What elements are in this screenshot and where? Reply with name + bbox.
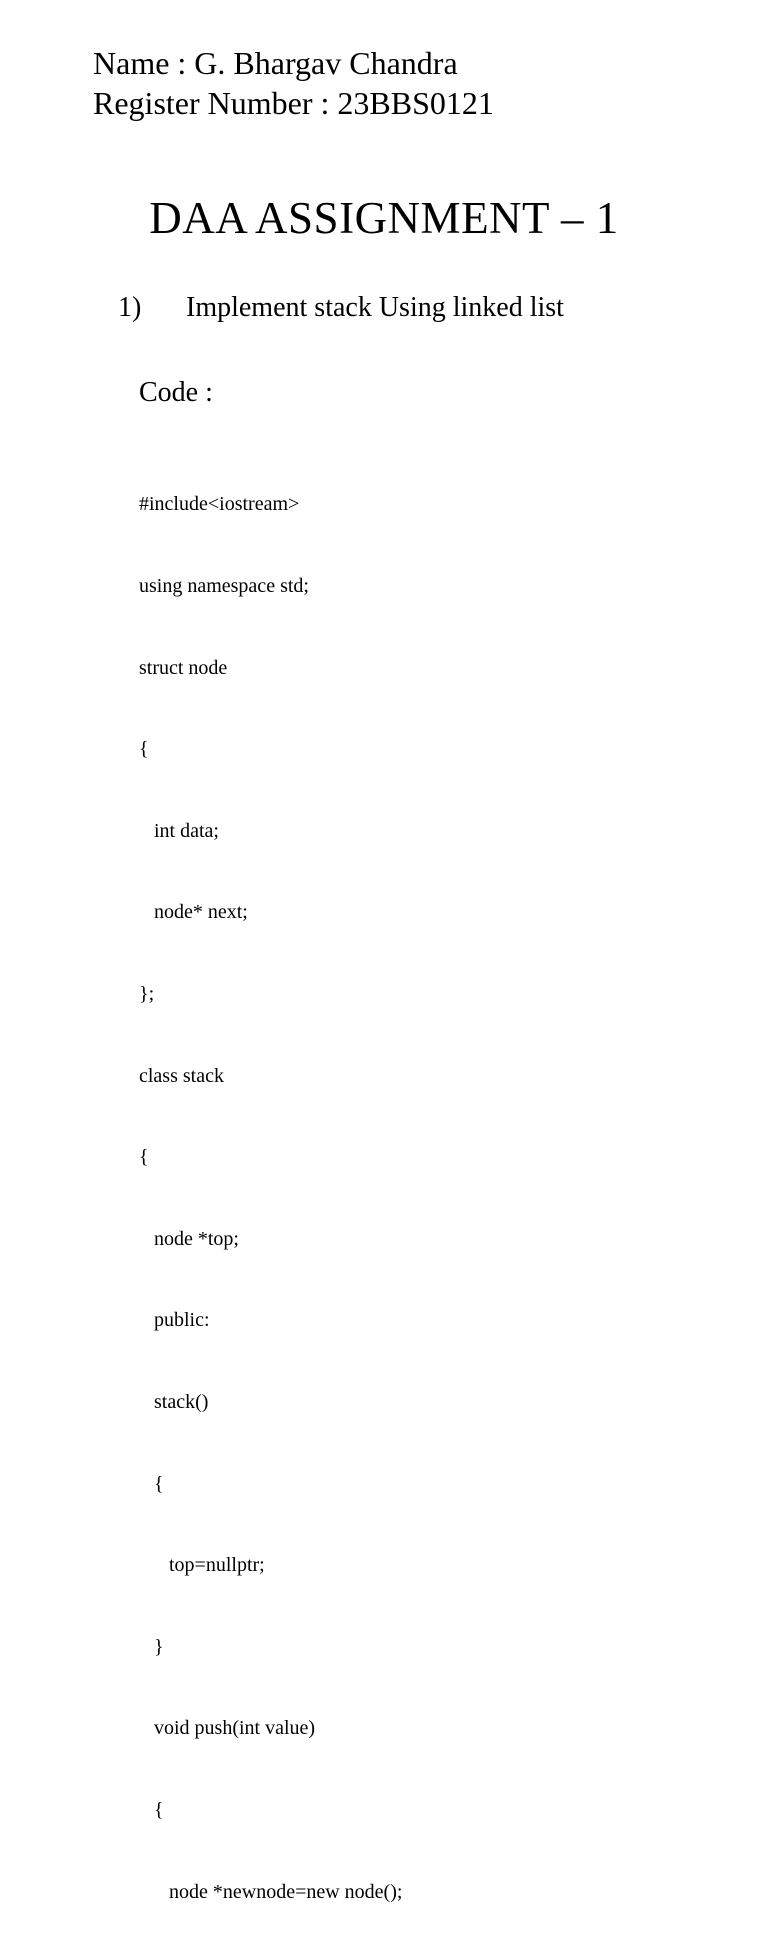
code-line: { — [139, 738, 149, 761]
code-line: { — [139, 1146, 149, 1169]
code-line: } — [139, 1635, 164, 1658]
code-line: void push(int value) — [139, 1717, 316, 1740]
code-block — [139, 437, 402, 1960]
code-line: struct node — [139, 656, 228, 679]
code-label: Code : — [139, 377, 213, 408]
question-heading — [118, 290, 564, 326]
code-line: stack() — [139, 1390, 209, 1413]
code-line: class stack — [139, 1064, 224, 1087]
question-number: 1) — [118, 292, 142, 323]
code-line: node *top; — [139, 1227, 239, 1250]
code-line: node* next; — [139, 901, 248, 924]
code-line: { — [139, 1472, 164, 1495]
code-line: int data; — [139, 819, 219, 842]
code-line: #include<iostream> — [139, 493, 300, 516]
code-line: top=nullptr; — [139, 1554, 265, 1577]
code-line: node *newnode=new node(); — [139, 1880, 403, 1903]
student-name: Name : G. Bhargav Chandra — [93, 45, 458, 81]
code-line: { — [139, 1798, 164, 1821]
register-number: Register Number : 23BBS0121 — [93, 85, 494, 121]
question-text: Implement stack Using linked list — [186, 292, 564, 323]
code-line: }; — [139, 982, 155, 1005]
assignment-title: DAA ASSIGNMENT – 1 — [149, 193, 619, 243]
code-line: public: — [139, 1309, 210, 1332]
code-line: using namespace std; — [139, 575, 309, 597]
